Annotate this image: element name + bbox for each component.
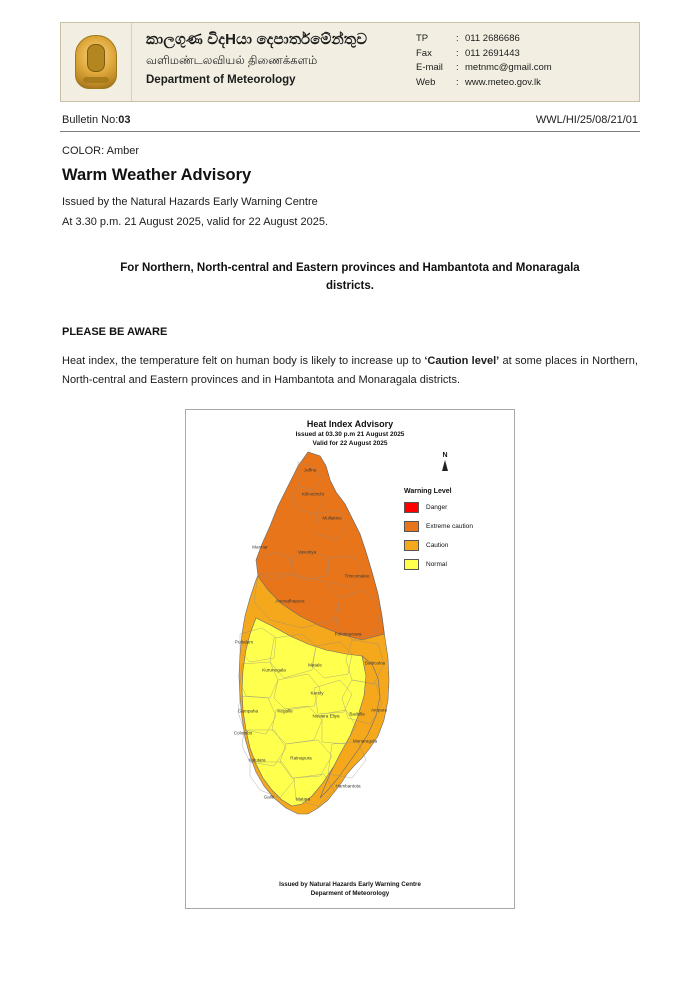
bulletin-number [62,114,131,126]
contact-value: 011 2691443 [465,47,520,59]
contact-label: E-mail [416,62,443,74]
district-label: Galle [263,794,275,800]
north-label: N [442,451,448,459]
sri-lanka-emblem-icon [75,35,117,89]
figure-footer-line-2: Deparment of Meteorology [310,890,390,898]
paragraph-part-1: Heat index, the temperature felt on human body is likely to increase up to [62,354,425,367]
contact-value: www.meteo.gov.lk [465,77,541,89]
page-title: Warm Weather Advisory [62,166,252,184]
paragraph-emphasis: ‘Caution level’ [424,354,500,367]
contact-separator: : [456,47,459,59]
department-name-sinhala: කාලගුණ විදHයා දෙපාර්තමේන්තුව [146,31,368,48]
district-label: Ampara [370,707,388,713]
contact-separator: : [456,62,459,74]
aware-heading: PLEASE BE AWARE [62,325,168,338]
district-label: Mannar [252,544,268,550]
contact-row [416,61,631,76]
legend-item [404,540,500,551]
legend-label: Caution [426,541,449,549]
district-label: Puttalam [234,639,254,645]
district-label: Badulla [349,711,365,717]
contact-row [416,76,631,91]
legend-label: Danger [426,503,448,511]
contact-row [416,32,631,47]
contact-row [416,47,631,62]
district-label: Monaragala [352,738,378,744]
contact-label: Fax [416,47,432,59]
district-label: Gampaha [237,708,259,714]
color-level-line: COLOR: Amber [62,145,140,157]
district-label: Kalutara [248,757,266,763]
district-label: Ratnapura [290,755,312,761]
contact-block [412,23,639,101]
district-label: Nuwara Eliya [312,713,340,719]
contact-label: Web [416,77,436,89]
paragraph-part-2: at some places in Northern, North-central and Eastern provinces and in Hambantota and Monaragala districts. [62,354,638,387]
figure-valid-line: Valid for 22 August 2025 [312,440,388,448]
district-label: Matara [295,796,311,802]
heat-index-map-figure [185,409,515,909]
district-label: Matale [308,662,322,668]
figure-title: Heat Index Advisory [306,418,394,429]
district-label: Batticaloa [364,660,386,666]
legend-label: Extreme caution [426,522,473,530]
contact-separator: : [456,77,459,89]
validity-line: At 3.30 p.m. 21 August 2025, valid for 22 August 2025. [62,215,329,228]
legend-title: Warning Level [404,487,452,495]
district-label: Kegalle [277,708,293,714]
district-label: Jaffna [303,467,317,473]
district-label: Kilinochchi [302,491,324,497]
district-label: Kandy [310,690,324,696]
legend-item [404,502,500,513]
bulletin-value: 03 [118,114,131,126]
figure-footer-line-1: Issued by Natural Hazards Early Warning Centre [279,881,421,889]
crest-cell [61,23,132,101]
figure-footer [186,880,514,899]
advisory-paragraph [62,352,638,391]
contact-label: TP [416,33,429,44]
sri-lanka-map-svg [212,448,412,868]
district-label: Colombo [233,730,253,736]
north-arrow-shape [442,460,448,471]
bulletin-bar [60,102,640,132]
issued-by-line: Issued by the Natural Hazards Early Warning Centre [62,196,318,208]
advisory-sheet [60,22,640,966]
north-arrow-icon [442,452,448,471]
legend-item [404,559,500,570]
contact-value: 011 2686686 [465,33,520,44]
district-label: Hambantota [335,783,361,789]
bulletin-label: Bulletin No: [62,114,119,126]
map-legend [404,488,500,578]
scope-line: For Northern, North-central and Eastern provinces and Hambantota and Monaragala districts. [120,262,580,292]
district-label: Anuradhapura [275,598,305,604]
district-label: Kurunegala [262,667,286,673]
department-names [132,23,412,101]
legend-label: Normal [426,560,447,568]
district-label: Polonnaruwa [334,631,362,637]
legend-item [404,521,500,532]
department-name-tamil: வளிமண்டலவியல் திணைக்களம் [146,54,318,67]
contact-separator: : [456,33,459,44]
figure-issued-line: Issued at 03.30 p.m 21 August 2025 [295,430,405,438]
district-label: Trincomalee [344,573,370,579]
bulletin-reference: WWL/HI/25/08/21/01 [535,114,638,126]
letterhead [60,22,640,102]
department-name-english: Department of Meteorology [146,74,296,87]
contact-value: metnmc@gmail.com [465,62,552,74]
district-label: Mullaitivu [322,515,342,521]
advisory-body [60,145,640,391]
district-label: Vavuniya [297,549,317,555]
sri-lanka-map [212,448,412,868]
